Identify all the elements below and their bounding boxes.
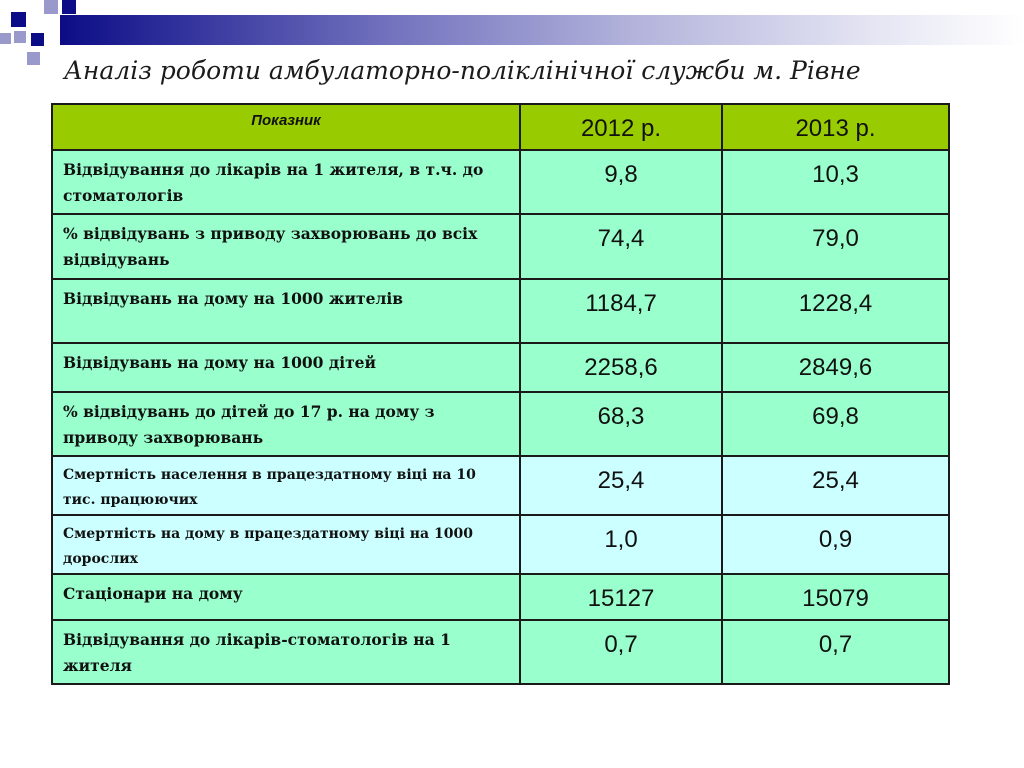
header-year-2012: 2012 р. bbox=[580, 115, 662, 142]
value-2012: 1184,7 bbox=[585, 290, 657, 317]
header-year-2013: 2013 р. bbox=[795, 115, 876, 142]
value-2013: 2849,6 bbox=[798, 354, 873, 381]
decorative-square-light-4 bbox=[27, 52, 40, 65]
value-2012: 74,4 bbox=[597, 225, 645, 252]
decorative-square-light-1 bbox=[44, 0, 58, 14]
header-cell-indicator bbox=[52, 104, 520, 150]
decorative-square-light-3 bbox=[0, 33, 11, 44]
table-row bbox=[52, 515, 949, 574]
indicator-label: % відвідувань до дітей до 17 р. на дому з приводу захворювань bbox=[63, 402, 435, 447]
value-2012: 15127 bbox=[587, 585, 655, 612]
page-title: Аналіз роботи амбулаторно-поліклінічної служби м. Рівне bbox=[64, 56, 861, 85]
indicator-label: Стаціонари на дому bbox=[63, 584, 243, 603]
indicator-label: Відвідувань на дому на 1000 жителів bbox=[63, 289, 404, 308]
value-2013: 69,8 bbox=[812, 403, 859, 430]
value-2012: 1,0 bbox=[604, 526, 638, 553]
decorative-gradient-bar bbox=[60, 15, 1024, 45]
table-row bbox=[52, 456, 949, 515]
value-2012: 68,3 bbox=[597, 403, 645, 430]
header-cell-2012 bbox=[520, 104, 722, 150]
table-row bbox=[52, 279, 949, 343]
value-2013: 15079 bbox=[802, 585, 869, 612]
table-header-row bbox=[52, 104, 949, 150]
header-cell-2013 bbox=[722, 104, 949, 150]
table-row bbox=[52, 343, 949, 392]
value-2013: 10,3 bbox=[812, 161, 859, 188]
table-row bbox=[52, 150, 949, 214]
value-2012: 25,4 bbox=[597, 467, 645, 494]
value-2013: 0,7 bbox=[818, 631, 853, 658]
value-2012: 0,7 bbox=[604, 631, 638, 658]
value-2013: 1228,4 bbox=[798, 290, 873, 317]
value-2013: 25,4 bbox=[812, 467, 859, 494]
indicator-label: Відвідування до лікарів-стоматологів на 1 жителя bbox=[63, 630, 451, 675]
decorative-square-navy-1 bbox=[11, 12, 26, 27]
value-2013: 79,0 bbox=[812, 225, 859, 252]
indicator-label: Смертність на дому в працездатному віці на 1000 дорослих bbox=[63, 526, 473, 567]
value-2012: 2258,6 bbox=[584, 354, 658, 381]
decorative-square-navy-2 bbox=[62, 0, 76, 14]
header-indicator-label: Показник bbox=[251, 112, 321, 129]
value-2012: 9,8 bbox=[604, 161, 638, 188]
decorative-square-light-2 bbox=[14, 31, 26, 43]
ambulatory-analysis-table bbox=[51, 103, 950, 685]
table-row bbox=[52, 620, 949, 684]
indicator-label: Смертність населення в працездатному віці на 10 тис. працюючих bbox=[63, 467, 476, 508]
indicator-label: % відвідувань з приводу захворювань до всіх відвідувань bbox=[63, 224, 478, 269]
value-2013: 0,9 bbox=[818, 526, 853, 553]
table-row bbox=[52, 574, 949, 620]
table-row bbox=[52, 392, 949, 456]
table-row bbox=[52, 214, 949, 279]
indicator-label: Відвідувань на дому на 1000 дітей bbox=[63, 353, 377, 372]
indicator-label: Відвідування до лікарів на 1 жителя, в т.ч. до стоматологів bbox=[63, 160, 484, 205]
decorative-square-navy-3 bbox=[31, 33, 44, 46]
